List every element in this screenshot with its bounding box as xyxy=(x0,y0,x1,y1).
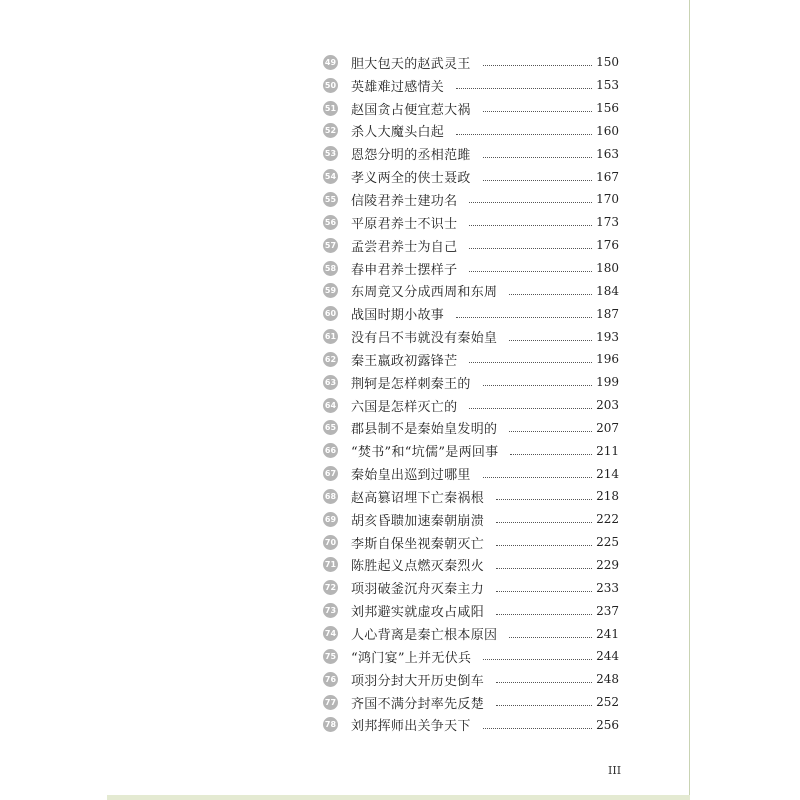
chapter-number-badge: 51 xyxy=(323,101,338,116)
folio-page-number: III xyxy=(608,764,622,777)
toc-entry xyxy=(323,142,619,165)
toc-entry xyxy=(323,576,619,599)
dot-leader xyxy=(469,224,592,226)
page-number: 180 xyxy=(596,261,619,276)
dot-leader xyxy=(483,110,592,112)
chapter-number-badge: 63 xyxy=(323,375,338,390)
page-number: 156 xyxy=(596,101,619,116)
chapter-title: 孝义两全的侠士聂政 xyxy=(351,171,471,187)
page-number: 187 xyxy=(596,306,619,321)
page-number: 244 xyxy=(596,649,619,664)
chapter-number-badge: 73 xyxy=(323,603,338,618)
dot-leader xyxy=(510,453,592,455)
page-number: 211 xyxy=(596,443,619,458)
chapter-number-badge: 58 xyxy=(323,261,338,276)
chapter-title: 郡县制不是秦始皇发明的 xyxy=(351,422,498,438)
dot-leader xyxy=(483,476,592,478)
toc-entry xyxy=(323,508,619,531)
page-number: 170 xyxy=(596,192,619,207)
toc-entry xyxy=(323,257,619,280)
toc-entry xyxy=(323,188,619,211)
chapter-number-badge: 49 xyxy=(323,55,338,70)
dot-leader xyxy=(496,567,592,569)
page-number: 176 xyxy=(596,238,619,253)
toc-entry xyxy=(323,691,619,714)
toc-entry xyxy=(323,485,619,508)
dot-leader xyxy=(469,407,592,409)
page-number: 184 xyxy=(596,283,619,298)
page-number: 252 xyxy=(596,695,619,710)
chapter-title: 齐国不满分封率先反楚 xyxy=(351,696,485,712)
dot-leader xyxy=(509,339,592,341)
toc-entry xyxy=(323,462,619,485)
toc-entry xyxy=(323,234,619,257)
chapter-title: 李斯自保坐视秦朝灭亡 xyxy=(351,536,485,552)
page-number: 241 xyxy=(596,626,619,641)
page-number: 222 xyxy=(596,512,619,527)
chapter-number-badge: 52 xyxy=(323,123,338,138)
page-number: 203 xyxy=(596,398,619,413)
toc-entry xyxy=(323,325,619,348)
chapter-number-badge: 77 xyxy=(323,695,338,710)
chapter-title: 刘邦避实就虚攻占咸阳 xyxy=(351,605,485,621)
chapter-number-badge: 56 xyxy=(323,215,338,230)
toc-entry xyxy=(323,348,619,371)
chapter-number-badge: 67 xyxy=(323,466,338,481)
toc-entry xyxy=(323,531,619,554)
dot-leader xyxy=(469,270,592,272)
dot-leader xyxy=(483,156,592,158)
dot-leader xyxy=(483,658,592,660)
page-number: 237 xyxy=(596,603,619,618)
chapter-title: 胡亥昏聩加速秦朝崩溃 xyxy=(351,513,485,529)
dot-leader xyxy=(469,247,592,249)
chapter-title: 平原君养士不识士 xyxy=(351,216,458,232)
page-number: 233 xyxy=(596,580,619,595)
chapter-number-badge: 54 xyxy=(323,169,338,184)
dot-leader xyxy=(456,87,592,89)
toc-entry xyxy=(323,554,619,577)
toc-entry xyxy=(323,165,619,188)
dot-leader xyxy=(496,590,592,592)
chapter-title: 人心背离是秦亡根本原因 xyxy=(351,628,498,644)
chapter-title: 秦王嬴政初露锋芒 xyxy=(351,353,458,369)
chapter-number-badge: 60 xyxy=(323,306,338,321)
chapter-number-badge: 71 xyxy=(323,557,338,572)
chapter-number-badge: 68 xyxy=(323,489,338,504)
chapter-title: 陈胜起义点燃灭秦烈火 xyxy=(351,559,485,575)
toc-entry xyxy=(323,279,619,302)
chapter-title: 六国是怎样灭亡的 xyxy=(351,399,458,415)
dot-leader xyxy=(496,681,592,683)
toc-entry xyxy=(323,394,619,417)
page-number: 160 xyxy=(596,123,619,138)
toc-entry xyxy=(323,120,619,143)
chapter-title: 没有吕不韦就没有秦始皇 xyxy=(351,331,498,347)
dot-leader xyxy=(456,316,592,318)
toc-entry xyxy=(323,97,619,120)
chapter-number-badge: 70 xyxy=(323,535,338,550)
page-number: 229 xyxy=(596,557,619,572)
page-bottom-band xyxy=(107,795,690,800)
chapter-number-badge: 78 xyxy=(323,717,338,732)
toc-entry xyxy=(323,211,619,234)
table-of-contents xyxy=(323,51,619,736)
dot-leader xyxy=(469,201,592,203)
chapter-title: 战国时期小故事 xyxy=(351,308,445,324)
chapter-title: 英雄难过感情关 xyxy=(351,79,445,95)
page-number: 225 xyxy=(596,535,619,550)
chapter-number-badge: 65 xyxy=(323,420,338,435)
chapter-title: 东周竟又分成西周和东周 xyxy=(351,285,498,301)
toc-entry xyxy=(323,439,619,462)
chapter-title: 信陵君养士建功名 xyxy=(351,193,458,209)
dot-leader xyxy=(469,361,592,363)
dot-leader xyxy=(456,133,592,135)
chapter-title: 项羽分封大开历史倒车 xyxy=(351,673,485,689)
dot-leader xyxy=(496,704,592,706)
dot-leader xyxy=(496,498,592,500)
chapter-title: 荆轲是怎样刺秦王的 xyxy=(351,376,471,392)
toc-entry xyxy=(323,74,619,97)
dot-leader xyxy=(483,384,592,386)
chapter-number-badge: 72 xyxy=(323,580,338,595)
dot-leader xyxy=(509,293,592,295)
chapter-number-badge: 55 xyxy=(323,192,338,207)
page-number: 167 xyxy=(596,169,619,184)
chapter-number-badge: 50 xyxy=(323,78,338,93)
chapter-title: 刘邦挥师出关争天下 xyxy=(351,719,471,735)
chapter-title: 赵高篡诏埋下亡秦祸根 xyxy=(351,490,485,506)
page-number: 173 xyxy=(596,215,619,230)
chapter-title: “鸿门宴”上并无伏兵 xyxy=(351,650,472,666)
page-number: 248 xyxy=(596,672,619,687)
chapter-number-badge: 75 xyxy=(323,649,338,664)
page-number: 214 xyxy=(596,466,619,481)
chapter-title: 胆大包天的赵武灵王 xyxy=(351,56,471,72)
page-number: 256 xyxy=(596,717,619,732)
page-number: 193 xyxy=(596,329,619,344)
chapter-number-badge: 76 xyxy=(323,672,338,687)
chapter-title: 春申君养士摆样子 xyxy=(351,262,458,278)
toc-entry xyxy=(323,599,619,622)
dot-leader xyxy=(483,727,592,729)
chapter-number-badge: 69 xyxy=(323,512,338,527)
chapter-title: 孟尝君养士为自己 xyxy=(351,239,458,255)
toc-entry xyxy=(323,51,619,74)
dot-leader xyxy=(483,64,592,66)
dot-leader xyxy=(483,179,592,181)
chapter-number-badge: 74 xyxy=(323,626,338,641)
dot-leader xyxy=(509,430,592,432)
chapter-title: 秦始皇出巡到过哪里 xyxy=(351,468,471,484)
chapter-title: 杀人大魔头白起 xyxy=(351,125,445,141)
toc-entry xyxy=(323,417,619,440)
chapter-title: 项羽破釜沉舟灭秦主力 xyxy=(351,582,485,598)
dot-leader xyxy=(509,636,592,638)
chapter-number-badge: 53 xyxy=(323,146,338,161)
chapter-title: 恩怨分明的丞相范雎 xyxy=(351,148,471,164)
dot-leader xyxy=(496,521,592,523)
toc-entry xyxy=(323,622,619,645)
dot-leader xyxy=(496,613,592,615)
page-number: 196 xyxy=(596,352,619,367)
dot-leader xyxy=(496,544,592,546)
chapter-number-badge: 66 xyxy=(323,443,338,458)
page-number: 163 xyxy=(596,146,619,161)
chapter-number-badge: 57 xyxy=(323,238,338,253)
toc-entry xyxy=(323,713,619,736)
chapter-title: 赵国贪占便宜惹大祸 xyxy=(351,102,471,118)
page-number: 199 xyxy=(596,375,619,390)
chapter-number-badge: 59 xyxy=(323,283,338,298)
chapter-number-badge: 64 xyxy=(323,398,338,413)
page-number: 150 xyxy=(596,55,619,70)
toc-entry xyxy=(323,645,619,668)
page-number: 218 xyxy=(596,489,619,504)
page-number: 153 xyxy=(596,78,619,93)
toc-entry xyxy=(323,668,619,691)
toc-entry xyxy=(323,371,619,394)
chapter-title: “焚书”和“坑儒”是两回事 xyxy=(351,445,499,461)
toc-entry xyxy=(323,302,619,325)
chapter-number-badge: 62 xyxy=(323,352,338,367)
page-number: 207 xyxy=(596,420,619,435)
chapter-number-badge: 61 xyxy=(323,329,338,344)
